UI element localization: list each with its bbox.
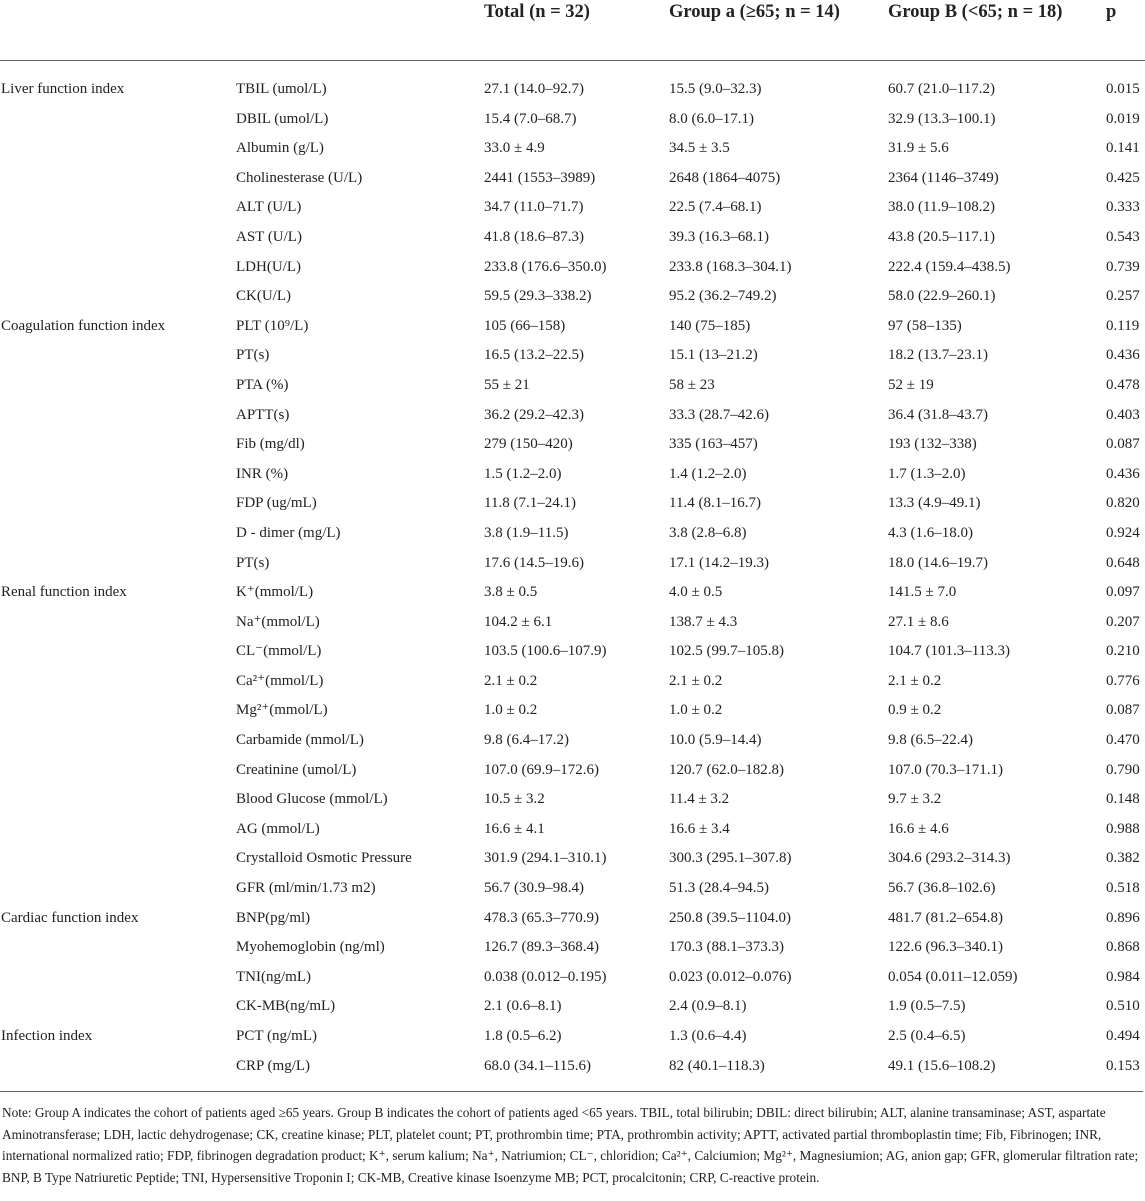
- row-group-b-value: 38.0 (11.9–108.2): [888, 199, 995, 216]
- row-group-b-value: 1.7 (1.3–2.0): [888, 465, 966, 482]
- row-total-value: 103.5 (100.6–107.9): [484, 643, 607, 660]
- row-parameter: CK-MB(ng/mL): [236, 998, 336, 1015]
- row-group-b-value: 52 ± 19: [888, 376, 934, 393]
- row-total-value: 301.9 (294.1–310.1): [484, 850, 607, 867]
- table-row: [0, 819, 1145, 849]
- row-category: Infection index: [1, 1028, 93, 1044]
- row-category: [0, 227, 236, 257]
- row-p-value: 0.896: [1106, 909, 1140, 926]
- row-parameter: INR (%): [236, 465, 289, 482]
- row-group-b-value: 56.7 (36.8–102.6): [888, 880, 996, 897]
- row-total-value: 2441 (1553–3989): [484, 169, 596, 186]
- row-group-a-value: 250.8 (39.5–1104.0): [669, 909, 791, 926]
- header-parameter: [236, 0, 484, 61]
- row-group-a-value: 102.5 (99.7–105.8): [669, 643, 784, 660]
- row-category: [0, 1056, 236, 1086]
- row-parameter: Fib (mg/dl): [236, 436, 305, 453]
- row-total-value: 33.0 ± 4.9: [484, 140, 545, 157]
- row-p-value: 0.119: [1106, 317, 1140, 334]
- row-group-b-value: 31.9 ± 5.6: [888, 140, 949, 157]
- row-p-value: 0.436: [1106, 465, 1140, 482]
- header-total: Total (n = 32): [484, 2, 590, 22]
- row-p-value: 0.510: [1106, 998, 1140, 1015]
- row-parameter: D - dimer (mg/L): [236, 524, 341, 541]
- row-group-b-value: 104.7 (101.3–113.3): [888, 643, 1010, 660]
- row-group-a-value: 4.0 ± 0.5: [669, 584, 723, 601]
- row-group-a-value: 51.3 (28.4–94.5): [669, 880, 769, 897]
- row-parameter: PT(s): [236, 554, 270, 571]
- table-row: [0, 1056, 1145, 1086]
- row-parameter: K⁺(mmol/L): [236, 584, 314, 601]
- table-row: [0, 848, 1145, 878]
- row-total-value: 34.7 (11.0–71.7): [484, 199, 584, 216]
- row-category: [0, 523, 236, 553]
- row-category: [0, 138, 236, 168]
- table-row: [0, 138, 1145, 168]
- row-parameter: Ca²⁺(mmol/L): [236, 672, 324, 689]
- table-row: [0, 789, 1145, 819]
- row-group-b-value: 1.9 (0.5–7.5): [888, 998, 966, 1015]
- row-group-a-value: 2648 (1864–4075): [669, 169, 781, 186]
- row-group-b-value: 60.7 (21.0–117.2): [888, 81, 995, 97]
- table-row: [0, 257, 1145, 287]
- row-parameter: GFR (ml/min/1.73 m2): [236, 880, 376, 897]
- row-category: [0, 996, 236, 1026]
- row-category: [0, 464, 236, 494]
- row-group-a-value: 120.7 (62.0–182.8): [669, 761, 784, 778]
- row-group-a-value: 16.6 ± 3.4: [669, 820, 730, 837]
- row-group-a-value: 11.4 (8.1–16.7): [669, 495, 761, 512]
- row-parameter: Albumin (g/L): [236, 140, 324, 157]
- row-group-b-value: 2.5 (0.4–6.5): [888, 1028, 966, 1044]
- row-group-b-value: 9.7 ± 3.2: [888, 791, 942, 808]
- table-row: [0, 345, 1145, 375]
- row-group-b-value: 4.3 (1.6–18.0): [888, 524, 973, 541]
- row-group-a-value: 22.5 (7.4–68.1): [669, 199, 762, 216]
- row-group-b-value: 304.6 (293.2–314.3): [888, 850, 1011, 867]
- row-total-value: 2.1 (0.6–8.1): [484, 998, 562, 1015]
- row-total-value: 41.8 (18.6–87.3): [484, 228, 584, 245]
- row-total-value: 1.5 (1.2–2.0): [484, 465, 562, 482]
- row-total-value: 233.8 (176.6–350.0): [484, 258, 607, 275]
- row-p-value: 0.257: [1106, 288, 1140, 305]
- row-parameter: Myohemoglobin (ng/ml): [236, 939, 385, 956]
- row-category: [0, 553, 236, 583]
- row-total-value: 9.8 (6.4–17.2): [484, 732, 569, 749]
- row-group-a-value: 17.1 (14.2–19.3): [669, 554, 769, 571]
- row-group-a-value: 1.4 (1.2–2.0): [669, 465, 747, 482]
- row-parameter: Carbamide (mmol/L): [236, 732, 364, 749]
- table-row: [0, 612, 1145, 642]
- row-parameter: APTT(s): [236, 406, 290, 423]
- row-parameter: PT(s): [236, 347, 270, 364]
- table-row: [0, 730, 1145, 760]
- table-row: [0, 61, 1145, 109]
- row-group-a-value: 138.7 ± 4.3: [669, 613, 738, 630]
- row-total-value: 36.2 (29.2–42.3): [484, 406, 584, 423]
- row-group-a-value: 58 ± 23: [669, 376, 715, 393]
- row-category: Cardiac function index: [1, 909, 139, 926]
- row-total-value: 2.1 ± 0.2: [484, 672, 538, 689]
- row-parameter: PLT (10⁹/L): [236, 317, 309, 334]
- row-p-value: 0.543: [1106, 228, 1140, 245]
- row-parameter: CRP (mg/L): [236, 1057, 311, 1074]
- table-row: [0, 760, 1145, 790]
- row-group-a-value: 300.3 (295.1–307.8): [669, 850, 792, 867]
- row-group-a-value: 82 (40.1–118.3): [669, 1057, 765, 1074]
- row-total-value: 279 (150–420): [484, 436, 573, 453]
- row-parameter: Cholinesterase (U/L): [236, 169, 363, 186]
- row-total-value: 3.8 ± 0.5: [484, 584, 538, 601]
- row-p-value: 0.868: [1106, 939, 1140, 956]
- row-parameter: Creatinine (umol/L): [236, 761, 357, 778]
- row-p-value: 0.015: [1106, 81, 1140, 97]
- row-p-value: 0.403: [1106, 406, 1140, 423]
- row-category: [0, 878, 236, 908]
- row-group-a-value: 10.0 (5.9–14.4): [669, 732, 762, 749]
- row-total-value: 10.5 ± 3.2: [484, 791, 545, 808]
- row-p-value: 0.776: [1106, 672, 1140, 689]
- row-parameter: TBIL (umol/L): [236, 81, 327, 97]
- row-total-value: 0.038 (0.012–0.195): [484, 968, 607, 985]
- row-p-value: 0.097: [1106, 584, 1140, 601]
- row-total-value: 16.6 ± 4.1: [484, 820, 545, 837]
- row-group-b-value: 18.0 (14.6–19.7): [888, 554, 988, 571]
- row-p-value: 0.153: [1106, 1057, 1140, 1074]
- row-parameter: Na⁺(mmol/L): [236, 613, 320, 630]
- row-group-a-value: 2.4 (0.9–8.1): [669, 998, 747, 1015]
- header-group-a: Group a (≥65; n = 14): [669, 2, 840, 22]
- row-total-value: 15.4 (7.0–68.7): [484, 110, 577, 127]
- row-total-value: 478.3 (65.3–770.9): [484, 909, 599, 926]
- header-category: [0, 0, 236, 61]
- row-category: [0, 967, 236, 997]
- row-group-a-value: 8.0 (6.0–17.1): [669, 110, 754, 127]
- row-p-value: 0.518: [1106, 880, 1140, 897]
- row-p-value: 0.739: [1106, 258, 1140, 275]
- row-group-a-value: 34.5 ± 3.5: [669, 140, 730, 157]
- row-p-value: 0.333: [1106, 199, 1140, 216]
- row-p-value: 0.494: [1106, 1028, 1140, 1044]
- table-footnote: Note: Group A indicates the cohort of patients aged ≥65 years. Group B indicates the cohort of patients aged <65 years. TBIL, total bilirubin; DBIL: direct bilirubin; ALT, alanine transaminase; AST, aspartate Aminotransferase; LDH, lactic dehydrogenase; CK, creatine kinase; PLT, platelet count; PT, prothrombin time; PTA, prothrombin activity; APTT, activated partial thromboplastin time; Fib, Fibrinogen; INR, international normalized ratio; FDP, fibrinogen degradation product; K⁺, serum kalium; Na⁺, Natriumion; CL⁻, chloridion; Ca²⁺, Calciumion; Mg²⁺, Magnesiumion; AG, anion gap; GFR, glomerular filtration rate; BNP, B Type Natriuretic Peptide; TNI, Hypersensitive Troponin I; CK-MB, Creative kinase Isoenzyme MB; PCT, procalcitonin; CRP, C-reactive protein.: [0, 1091, 1143, 1188]
- table-row: [0, 996, 1145, 1026]
- row-total-value: 1.8 (0.5–6.2): [484, 1028, 562, 1044]
- table-row: [0, 286, 1145, 316]
- row-group-a-value: 335 (163–457): [669, 436, 758, 453]
- table-row: [0, 671, 1145, 701]
- table-row: [0, 908, 1145, 938]
- row-category: [0, 612, 236, 642]
- table-row: [0, 641, 1145, 671]
- row-category: [0, 197, 236, 227]
- row-parameter: CL⁻(mmol/L): [236, 643, 322, 660]
- row-group-b-value: 58.0 (22.9–260.1): [888, 288, 996, 305]
- row-category: [0, 257, 236, 287]
- row-group-b-value: 32.9 (13.3–100.1): [888, 110, 996, 127]
- table-row: [0, 1026, 1145, 1056]
- row-category: [0, 405, 236, 435]
- row-group-b-value: 107.0 (70.3–171.1): [888, 761, 1003, 778]
- table-row: [0, 700, 1145, 730]
- row-p-value: 0.087: [1106, 702, 1140, 719]
- row-group-b-value: 0.054 (0.011–12.059): [888, 968, 1018, 985]
- row-group-a-value: 2.1 ± 0.2: [669, 672, 723, 689]
- row-p-value: 0.019: [1106, 110, 1140, 127]
- row-parameter: FDP (ug/mL): [236, 495, 317, 512]
- row-parameter: ALT (U/L): [236, 199, 302, 216]
- row-p-value: 0.984: [1106, 968, 1140, 985]
- row-p-value: 0.436: [1106, 347, 1140, 364]
- row-p-value: 0.470: [1106, 732, 1140, 749]
- row-category: [0, 700, 236, 730]
- table-row: [0, 197, 1145, 227]
- table-header: [0, 0, 1145, 61]
- row-p-value: 0.210: [1106, 643, 1140, 660]
- row-total-value: 11.8 (7.1–24.1): [484, 495, 576, 512]
- row-p-value: 0.924: [1106, 524, 1140, 541]
- row-group-a-value: 15.1 (13–21.2): [669, 347, 758, 364]
- row-category: [0, 789, 236, 819]
- row-total-value: 59.5 (29.3–338.2): [484, 288, 592, 305]
- table-row: [0, 434, 1145, 464]
- row-parameter: TNI(ng/mL): [236, 968, 311, 985]
- row-group-b-value: 0.9 ± 0.2: [888, 702, 942, 719]
- row-group-a-value: 33.3 (28.7–42.6): [669, 406, 769, 423]
- row-parameter: AST (U/L): [236, 228, 302, 245]
- row-category: [0, 345, 236, 375]
- table-row: [0, 227, 1145, 257]
- row-group-b-value: 141.5 ± 7.0: [888, 584, 957, 601]
- table-body: [0, 61, 1145, 1086]
- row-parameter: LDH(U/L): [236, 258, 301, 275]
- row-group-a-value: 233.8 (168.3–304.1): [669, 258, 792, 275]
- row-category: Coagulation function index: [1, 317, 166, 334]
- row-group-b-value: 2364 (1146–3749): [888, 169, 999, 186]
- row-total-value: 56.7 (30.9–98.4): [484, 880, 584, 897]
- row-category: Renal function index: [1, 584, 127, 601]
- row-group-b-value: 27.1 ± 8.6: [888, 613, 949, 630]
- row-parameter: CK(U/L): [236, 288, 291, 305]
- row-total-value: 105 (66–158): [484, 317, 566, 334]
- row-group-b-value: 193 (132–338): [888, 436, 977, 453]
- row-category: [0, 168, 236, 198]
- row-parameter: Mg²⁺(mmol/L): [236, 702, 328, 719]
- row-p-value: 0.820: [1106, 495, 1140, 512]
- row-group-a-value: 1.3 (0.6–4.4): [669, 1028, 747, 1044]
- row-parameter: PTA (%): [236, 376, 289, 393]
- row-total-value: 16.5 (13.2–22.5): [484, 347, 584, 364]
- row-category: [0, 434, 236, 464]
- row-category: [0, 641, 236, 671]
- row-total-value: 27.1 (14.0–92.7): [484, 81, 584, 97]
- table-row: [0, 878, 1145, 908]
- table-row: [0, 493, 1145, 523]
- row-group-b-value: 49.1 (15.6–108.2): [888, 1057, 996, 1074]
- row-category: Liver function index: [1, 81, 125, 97]
- row-group-a-value: 0.023 (0.012–0.076): [669, 968, 792, 985]
- row-category: [0, 730, 236, 760]
- row-p-value: 0.988: [1106, 820, 1140, 837]
- row-group-b-value: 13.3 (4.9–49.1): [888, 495, 981, 512]
- row-p-value: 0.148: [1106, 791, 1140, 808]
- row-parameter: DBIL (umol/L): [236, 110, 329, 127]
- row-total-value: 1.0 ± 0.2: [484, 702, 538, 719]
- table-row: [0, 582, 1145, 612]
- row-category: [0, 848, 236, 878]
- row-group-b-value: 481.7 (81.2–654.8): [888, 909, 1003, 926]
- row-parameter: BNP(pg/ml): [236, 909, 311, 926]
- row-category: [0, 819, 236, 849]
- row-category: [0, 109, 236, 139]
- row-group-b-value: 9.8 (6.5–22.4): [888, 732, 973, 749]
- row-total-value: 68.0 (34.1–115.6): [484, 1057, 591, 1074]
- row-group-b-value: 97 (58–135): [888, 317, 962, 334]
- row-p-value: 0.648: [1106, 554, 1140, 571]
- table-row: [0, 405, 1145, 435]
- row-parameter: Blood Glucose (mmol/L): [236, 791, 388, 808]
- row-category: [0, 375, 236, 405]
- row-p-value: 0.207: [1106, 613, 1140, 630]
- table-row: [0, 375, 1145, 405]
- row-group-a-value: 1.0 ± 0.2: [669, 702, 723, 719]
- row-group-b-value: 16.6 ± 4.6: [888, 820, 949, 837]
- row-parameter: PCT (ng/mL): [236, 1028, 317, 1044]
- row-p-value: 0.790: [1106, 761, 1140, 778]
- table-row: [0, 168, 1145, 198]
- row-group-b-value: 122.6 (96.3–340.1): [888, 939, 1003, 956]
- row-group-b-value: 2.1 ± 0.2: [888, 672, 942, 689]
- table-row: [0, 523, 1145, 553]
- row-total-value: 55 ± 21: [484, 376, 530, 393]
- row-total-value: 17.6 (14.5–19.6): [484, 554, 584, 571]
- row-category: [0, 671, 236, 701]
- row-total-value: 3.8 (1.9–11.5): [484, 524, 569, 541]
- table-row: [0, 967, 1145, 997]
- row-group-b-value: 18.2 (13.7–23.1): [888, 347, 988, 364]
- row-group-b-value: 36.4 (31.8–43.7): [888, 406, 988, 423]
- row-p-value: 0.141: [1106, 140, 1140, 157]
- row-group-b-value: 222.4 (159.4–438.5): [888, 258, 1011, 275]
- row-group-a-value: 15.5 (9.0–32.3): [669, 81, 762, 97]
- row-group-b-value: 43.8 (20.5–117.1): [888, 228, 995, 245]
- row-total-value: 107.0 (69.9–172.6): [484, 761, 599, 778]
- row-group-a-value: 3.8 (2.8–6.8): [669, 524, 747, 541]
- row-group-a-value: 140 (75–185): [669, 317, 751, 334]
- row-group-a-value: 39.3 (16.3–68.1): [669, 228, 769, 245]
- table-row: [0, 553, 1145, 583]
- row-p-value: 0.425: [1106, 169, 1140, 186]
- row-category: [0, 493, 236, 523]
- table-row: [0, 316, 1145, 346]
- row-total-value: 104.2 ± 6.1: [484, 613, 553, 630]
- header-p-value: p: [1106, 2, 1117, 22]
- row-group-a-value: 95.2 (36.2–749.2): [669, 288, 777, 305]
- header-group-b: Group B (<65; n = 18): [888, 2, 1063, 22]
- row-group-a-value: 11.4 ± 3.2: [669, 791, 730, 808]
- row-p-value: 0.087: [1106, 436, 1140, 453]
- row-parameter: AG (mmol/L): [236, 820, 320, 837]
- row-category: [0, 760, 236, 790]
- row-parameter: Crystalloid Osmotic Pressure: [236, 850, 412, 867]
- row-p-value: 0.478: [1106, 376, 1140, 393]
- row-group-a-value: 170.3 (88.1–373.3): [669, 939, 784, 956]
- row-category: [0, 286, 236, 316]
- row-total-value: 126.7 (89.3–368.4): [484, 939, 599, 956]
- row-category: [0, 937, 236, 967]
- table-row: [0, 464, 1145, 494]
- table-row: [0, 109, 1145, 139]
- row-p-value: 0.382: [1106, 850, 1140, 867]
- table-row: [0, 937, 1145, 967]
